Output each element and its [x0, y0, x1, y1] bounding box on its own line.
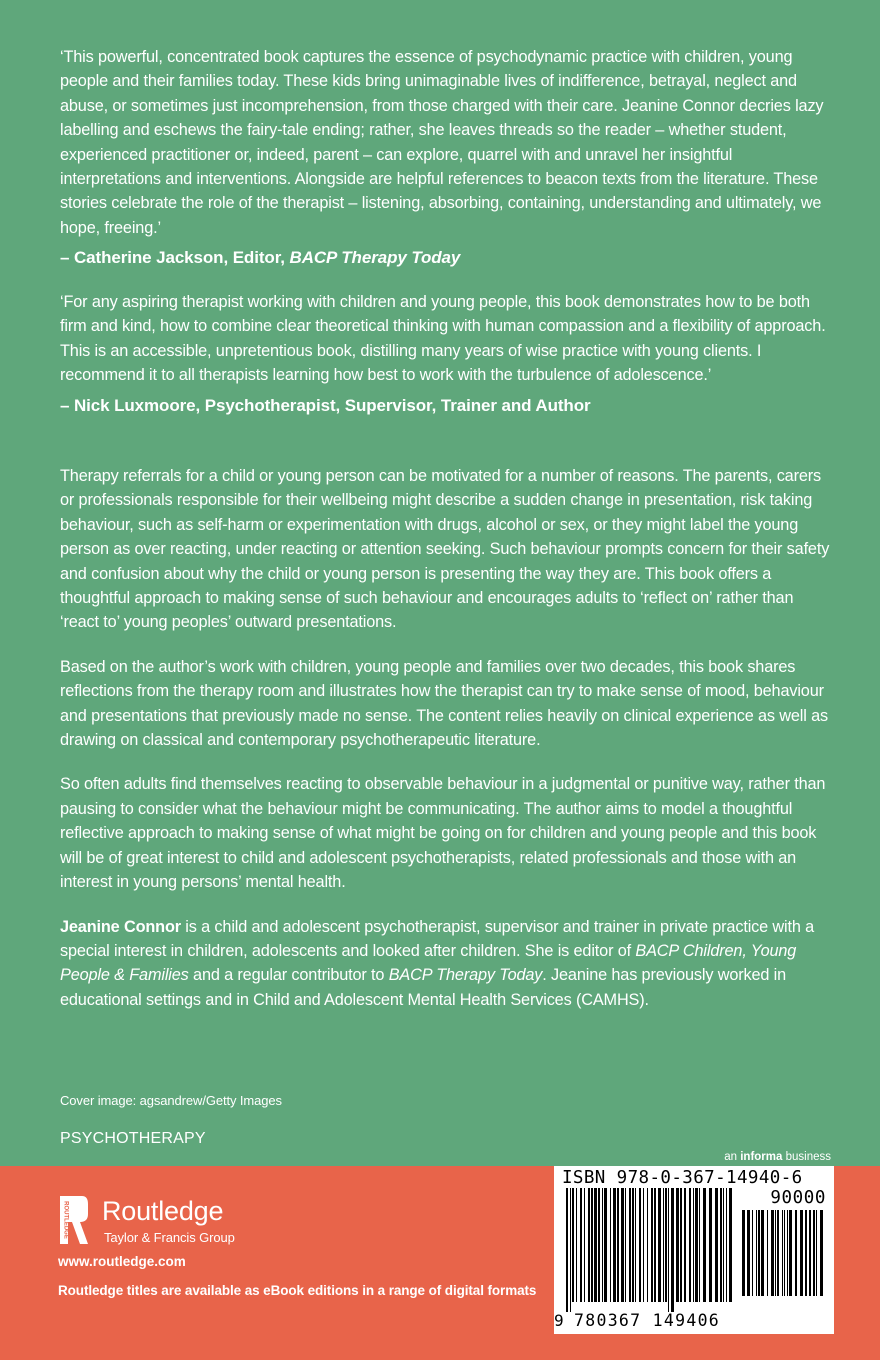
description-paragraph: Therapy referrals for a child or young person can be motivated for a number of reasons. The parents, carers or professionals responsible for their wellbeing might describe a sudden change in presentation, risk taking behaviour, such as self-harm or experimentation with drugs, alcohol or sex, or they might label the young person as over reacting, under reacting or attention seeking. Such behaviour prompts concern for their safety and confusion about why the child or young person is presenting the way they are. This book offers a thoughtful approach to making sense of such behaviour and encourages adults to ‘reflect on’ rather than ‘react to’ young peoples’ outward presentations.	[60, 467, 830, 632]
barcode-bar	[671, 1188, 674, 1312]
barcode-bar	[635, 1188, 636, 1302]
barcode-bar	[715, 1188, 718, 1302]
barcode-bar	[816, 1210, 817, 1296]
description-paragraph: So often adults find themselves reacting to observable behaviour in a judgmental or punitive way, rather than pausing to consider what the behaviour might be communicating. The author aims to model a thoughtful reflective approach to making sense of what might be going on for children and young people and this book will be of great interest to child and adolescent psychotherapists, related professionals and those with an interest in young persons’ mental health.	[60, 775, 826, 892]
publisher-name: Routledge	[102, 1196, 224, 1226]
barcode-bar	[809, 1210, 811, 1296]
barcode-bar	[588, 1188, 590, 1302]
barcode-bar	[767, 1210, 768, 1296]
barcode-bar	[782, 1210, 783, 1296]
barcode-bar	[800, 1210, 803, 1296]
barcode-bar	[684, 1188, 686, 1302]
barcode-bar	[647, 1188, 648, 1302]
endorsement-attribution: – Nick Luxmoore, Psychotherapist, Supervisor, Trainer and Author	[60, 395, 591, 415]
barcode-bar	[570, 1188, 571, 1312]
barcode-bar	[689, 1188, 691, 1302]
endorsement-1	[60, 45, 832, 271]
endorsement-attribution: – Catherine Jackson, Editor, BACP Therapy Today	[60, 248, 461, 268]
barcode-bar	[693, 1188, 694, 1302]
author-name: Jeanine Connor	[60, 917, 181, 936]
publication-title: BACP Therapy Today	[289, 248, 461, 268]
barcode-bar	[775, 1210, 776, 1296]
endorsement-quote: ‘This powerful, concentrated book captures the essence of psychodynamic practice with children, young people and their families today. These kids bring unimaginable lives of indifference, betrayal, neglect and abuse, or sometimes just incomprehension, from those charged with their care. Jeanine Connor decries lazy labelling and eschews the fairy-tale ending; rather, she leaves threads so the reader – whether student, experienced practitioner or, indeed, parent – can explore, quarrel with and unravel her insightful interpretations and interventions. Alongside are helpful references to beacon texts from the literature. These stories celebrate the role of the therapist – listening, absorbing, containing, understanding and ultimately, we hope, freeing.’	[60, 48, 824, 237]
barcode-bar	[703, 1188, 706, 1302]
barcode-bar	[613, 1188, 616, 1302]
barcode-bar	[777, 1210, 779, 1296]
isbn-label: ISBN 978-0-367-14940-6	[562, 1168, 803, 1188]
barcode-bar	[752, 1210, 753, 1296]
description-paragraph: Based on the author’s work with children, young people and families over two decades, this book shares reflections from the therapy room and illustrates how the therapist can try to make sense of mood, behaviour and presentations that previously made no sense. The content relies heavily on clinical experience as well as drawing on classical and contemporary psychotherapeutic literature.	[60, 657, 829, 750]
logo-spine-text: ROUTLEDGE	[62, 1201, 69, 1239]
barcode-bar	[632, 1188, 634, 1302]
barcode-bar	[584, 1188, 585, 1302]
barcode-bar	[695, 1188, 698, 1302]
barcode-bar	[758, 1210, 760, 1296]
barcode-first-digit: 9	[554, 1311, 564, 1330]
endorsement-2	[60, 290, 832, 418]
barcode-bar	[676, 1188, 679, 1302]
barcode-bar	[591, 1188, 593, 1302]
barcode-bar	[729, 1188, 732, 1302]
barcode-bar	[709, 1188, 712, 1302]
barcode-bar	[813, 1210, 815, 1296]
subject-category: PSYCHOTHERAPY	[60, 1130, 206, 1147]
barcode-bar	[643, 1188, 644, 1302]
barcode-bar	[756, 1210, 757, 1296]
barcode-bar	[761, 1210, 764, 1296]
barcode-bar	[629, 1188, 631, 1302]
barcode-bar	[594, 1188, 597, 1302]
barcode-bar	[784, 1210, 785, 1296]
author-bio: Jeanine Connor is a child and adolescent psychotherapist, supervisor and trainer in private practice with a special interest in children, adolescents and looked after children. She is editor of BACP Children, Young People & Families and a regular contributor to BACP Therapy Today. Jeanine has previously worked in educational settings and in Child and Adolescent Mental Health Services (CAMHS).	[60, 917, 815, 1009]
isbn-barcode	[554, 1166, 834, 1334]
publisher-group: Taylor & Francis Group	[104, 1230, 235, 1245]
barcode-bar	[747, 1210, 750, 1296]
barcode-bar	[663, 1188, 664, 1302]
ebook-note: Routledge titles are available as eBook editions in a range of digital formats	[58, 1283, 537, 1298]
publisher-website[interactable]: www.routledge.com	[58, 1254, 186, 1269]
barcode-bar	[665, 1188, 667, 1302]
barcode-bar	[621, 1188, 624, 1302]
barcode-bar	[789, 1210, 792, 1296]
barcode-bar	[598, 1188, 600, 1302]
barcode-bar	[572, 1188, 574, 1302]
endorsement-quote: ‘For any aspiring therapist working with children and young people, this book demonstrates how to be both firm and kind, how to combine clear theoretical thinking with human compassion and a flexibility of approach. This is an accessible, unpretentious book, distilling many years of wise practice with young clients. I recommend it to all therapists learning how best to work with the turbulence of adolescence.’	[60, 293, 826, 385]
ean-barcode-bars	[566, 1188, 734, 1312]
book-description	[60, 464, 832, 1032]
barcode-bar	[668, 1188, 669, 1312]
barcode-bar	[617, 1188, 619, 1302]
barcode-bar	[699, 1188, 700, 1302]
addon-barcode-bars	[742, 1210, 826, 1306]
cover-image-credit: Cover image: agsandrew/Getty Images	[60, 1093, 282, 1108]
price-code: 90000	[770, 1188, 826, 1208]
barcode-bar	[625, 1188, 626, 1302]
barcode-bar	[566, 1188, 568, 1312]
barcode-bar	[680, 1188, 682, 1302]
barcode-bar	[639, 1188, 641, 1302]
barcode-bar	[795, 1210, 797, 1296]
informa-business-tag: an informa business	[724, 1151, 831, 1163]
barcode-bar	[723, 1188, 724, 1302]
barcode-digits: 780367 149406	[574, 1311, 721, 1330]
barcode-bar	[820, 1210, 823, 1296]
barcode-bar	[576, 1188, 577, 1302]
barcode-bar	[610, 1188, 611, 1302]
barcode-bar	[720, 1188, 722, 1302]
routledge-logo-icon	[58, 1194, 90, 1246]
barcode-bar	[651, 1188, 653, 1302]
barcode-bar	[805, 1210, 807, 1296]
barcode-bar	[604, 1188, 607, 1302]
barcode-bar	[771, 1210, 774, 1296]
barcode-bar	[654, 1188, 656, 1302]
barcode-bar	[658, 1188, 661, 1302]
barcode-bar	[742, 1210, 745, 1296]
barcode-bar	[580, 1188, 582, 1302]
barcode-bar	[726, 1188, 727, 1302]
barcode-bar	[602, 1188, 603, 1302]
barcode-bar	[787, 1210, 788, 1296]
